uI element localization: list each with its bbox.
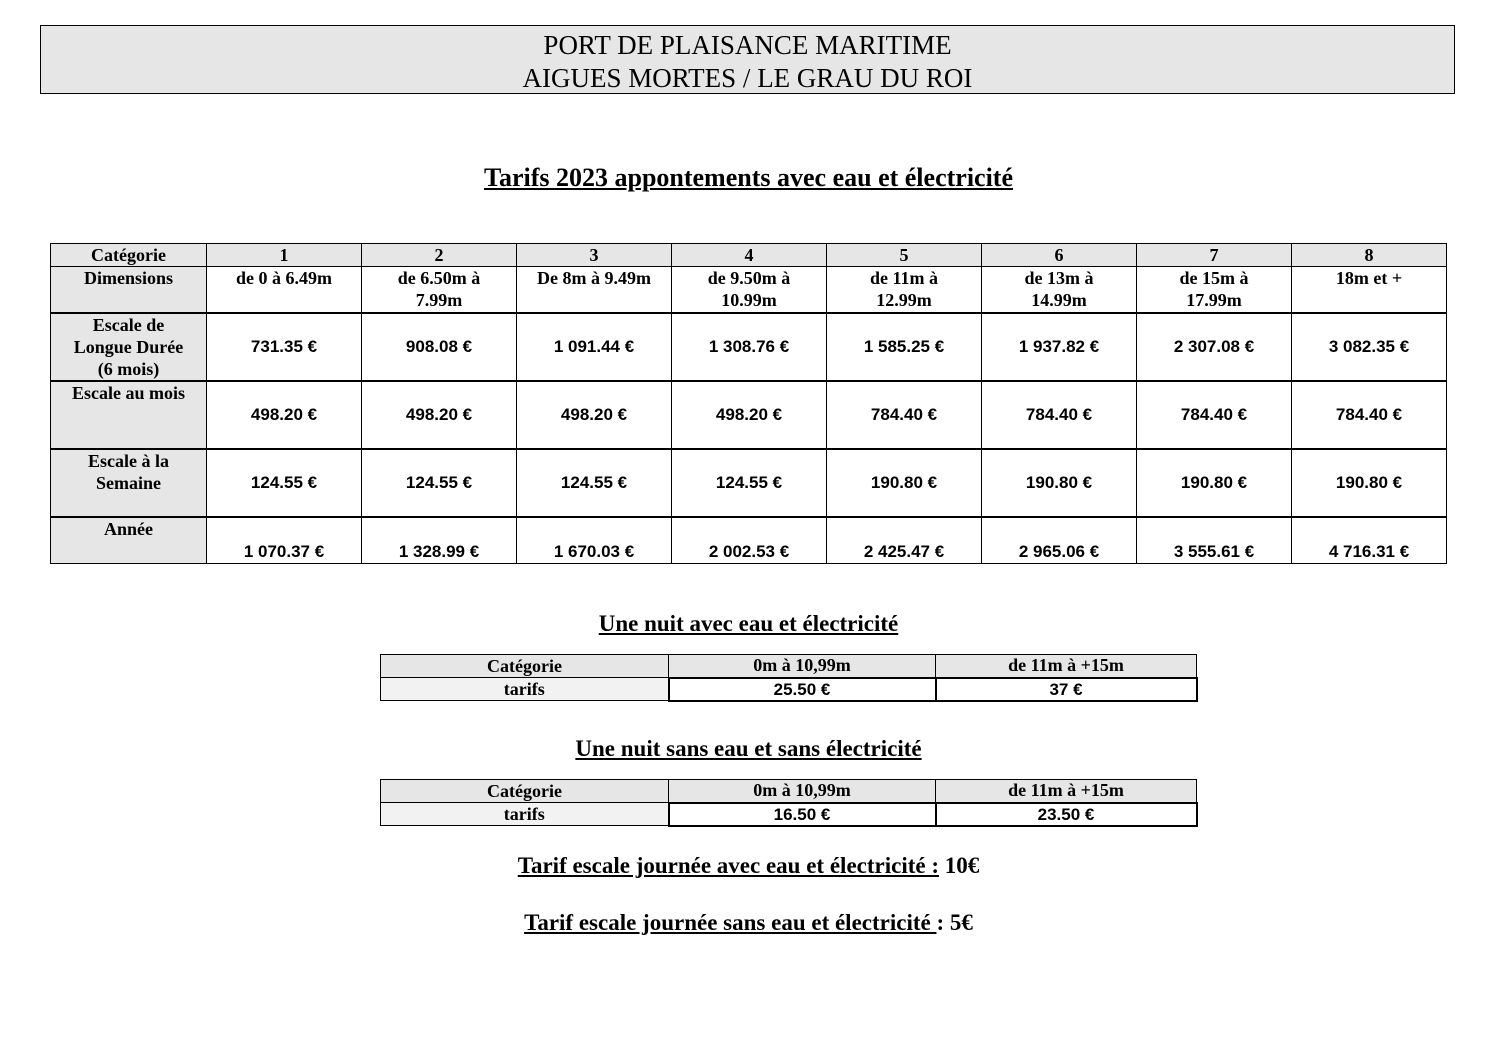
category-cell: 5 (827, 244, 982, 267)
row-label: tarifs (381, 678, 669, 701)
tariff-row (51, 381, 1447, 449)
tariff-row (51, 517, 1447, 564)
price-cell: 498.20 € (517, 381, 672, 449)
row-label-line: Escale au mois (71, 382, 185, 403)
dimension-line: de 6.50m à (397, 268, 481, 288)
header-cell: 0m à 10,99m (669, 655, 936, 678)
price-cell: 908.08 € (362, 313, 517, 381)
day-without-line (0, 910, 1497, 936)
header-cell: de 11m à +15m (936, 780, 1197, 803)
category-cell: 8 (1292, 244, 1447, 267)
tariff-row (51, 449, 1447, 517)
price-cell: 2 307.08 € (1137, 313, 1292, 381)
night-with-title: Une nuit avec eau et électricité (598, 611, 899, 636)
dimension-line: 10.99m (721, 290, 777, 310)
price-cell: 2 425.47 € (827, 517, 982, 564)
price-cell: 1 585.25 € (827, 313, 982, 381)
category-cell: 7 (1137, 244, 1292, 267)
header-line-1: PORT DE PLAISANCE MARITIME (543, 30, 952, 60)
dimension-line: 18m et + (1335, 268, 1403, 288)
dimension-line: 17.99m (1186, 290, 1242, 310)
dimension-cell (1137, 267, 1292, 313)
row-label-line: Escale de (92, 314, 165, 335)
tariff-table (50, 243, 1447, 564)
row-label-line: (6 mois) (97, 358, 160, 379)
row-label (51, 449, 207, 517)
row-label-line: Année (104, 518, 153, 539)
price-cell: 498.20 € (672, 381, 827, 449)
row-label-line: Longue Durée (73, 336, 184, 357)
header-cell: de 11m à +15m (936, 655, 1197, 678)
price-cell: 2 965.06 € (982, 517, 1137, 564)
price-cell: 37 € (936, 678, 1197, 701)
dimension-cell (1292, 267, 1447, 313)
price-cell: 124.55 € (362, 449, 517, 517)
price-cell: 784.40 € (827, 381, 982, 449)
price-cell: 498.20 € (207, 381, 362, 449)
price-cell: 1 308.76 € (672, 313, 827, 381)
category-cell: 6 (982, 244, 1137, 267)
day-without-label: Tarif escale journée sans eau et électricité (524, 910, 937, 935)
price-cell: 16.50 € (669, 803, 936, 826)
dimension-line: de 0 à 6.49m (236, 268, 332, 288)
dimension-line: de 13m à (1024, 268, 1094, 288)
category-label: Catégorie (51, 244, 207, 267)
day-with-line (0, 853, 1497, 879)
price-cell: 1 091.44 € (517, 313, 672, 381)
dimension-line: De 8m à 9.49m (537, 268, 651, 288)
row-label (51, 517, 207, 564)
dimension-cell (207, 267, 362, 313)
day-without-value: : 5€ (936, 910, 973, 935)
price-cell: 190.80 € (827, 449, 982, 517)
price-cell: 1 937.82 € (982, 313, 1137, 381)
price-cell: 1 070.37 € (207, 517, 362, 564)
dimension-cell (827, 267, 982, 313)
dimension-cell (362, 267, 517, 313)
dimension-cell (982, 267, 1137, 313)
dimension-cell (672, 267, 827, 313)
dimension-line: de 11m à (869, 268, 938, 288)
price-cell: 498.20 € (362, 381, 517, 449)
header-cell: 0m à 10,99m (669, 780, 936, 803)
row-label-line: Semaine (96, 472, 161, 493)
dimension-line: 14.99m (1031, 290, 1087, 310)
dimension-line: 7.99m (415, 290, 463, 310)
price-cell: 124.55 € (517, 449, 672, 517)
dimension-line: de 9.50m à (707, 268, 791, 288)
dimension-line: 12.99m (876, 290, 932, 310)
day-with-label: Tarif escale journée avec eau et électricité : (517, 853, 939, 878)
row-label: tarifs (381, 803, 669, 826)
price-cell: 23.50 € (936, 803, 1197, 826)
price-cell: 25.50 € (669, 678, 936, 701)
category-row (51, 244, 1447, 267)
night-with-table (380, 654, 1198, 702)
dimension-line: de 15m à (1179, 268, 1249, 288)
price-cell: 190.80 € (982, 449, 1137, 517)
header-line-2: AIGUES MORTES / LE GRAU DU ROI (522, 63, 973, 93)
price-cell: 731.35 € (207, 313, 362, 381)
category-cell: 1 (207, 244, 362, 267)
price-cell: 784.40 € (1137, 381, 1292, 449)
night-without-table (380, 779, 1198, 827)
price-cell: 3 555.61 € (1137, 517, 1292, 564)
price-cell: 3 082.35 € (1292, 313, 1447, 381)
price-cell: 1 328.99 € (362, 517, 517, 564)
price-cell: 124.55 € (672, 449, 827, 517)
price-cell: 784.40 € (1292, 381, 1447, 449)
header-cell: Catégorie (381, 655, 669, 678)
price-cell: 124.55 € (207, 449, 362, 517)
price-cell: 190.80 € (1292, 449, 1447, 517)
main-title: Tarifs 2023 appontements avec eau et électricité (483, 163, 1013, 192)
dimension-cell (517, 267, 672, 313)
night-without-title: Une nuit sans eau et sans électricité (575, 736, 922, 761)
price-cell: 784.40 € (982, 381, 1137, 449)
row-label (51, 313, 207, 381)
row-label-line: Escale à la (88, 450, 169, 471)
price-cell: 1 670.03 € (517, 517, 672, 564)
price-cell: 2 002.53 € (672, 517, 827, 564)
day-with-value: 10€ (939, 853, 980, 878)
dimensions-row (51, 267, 1447, 313)
price-cell: 190.80 € (1137, 449, 1292, 517)
category-cell: 3 (517, 244, 672, 267)
category-cell: 2 (362, 244, 517, 267)
row-label (51, 381, 207, 449)
header-box (40, 25, 1455, 94)
price-cell: 4 716.31 € (1292, 517, 1447, 564)
header-cell: Catégorie (381, 780, 669, 803)
category-cell: 4 (672, 244, 827, 267)
dimensions-label: Dimensions (51, 267, 207, 313)
tariff-row (51, 313, 1447, 381)
